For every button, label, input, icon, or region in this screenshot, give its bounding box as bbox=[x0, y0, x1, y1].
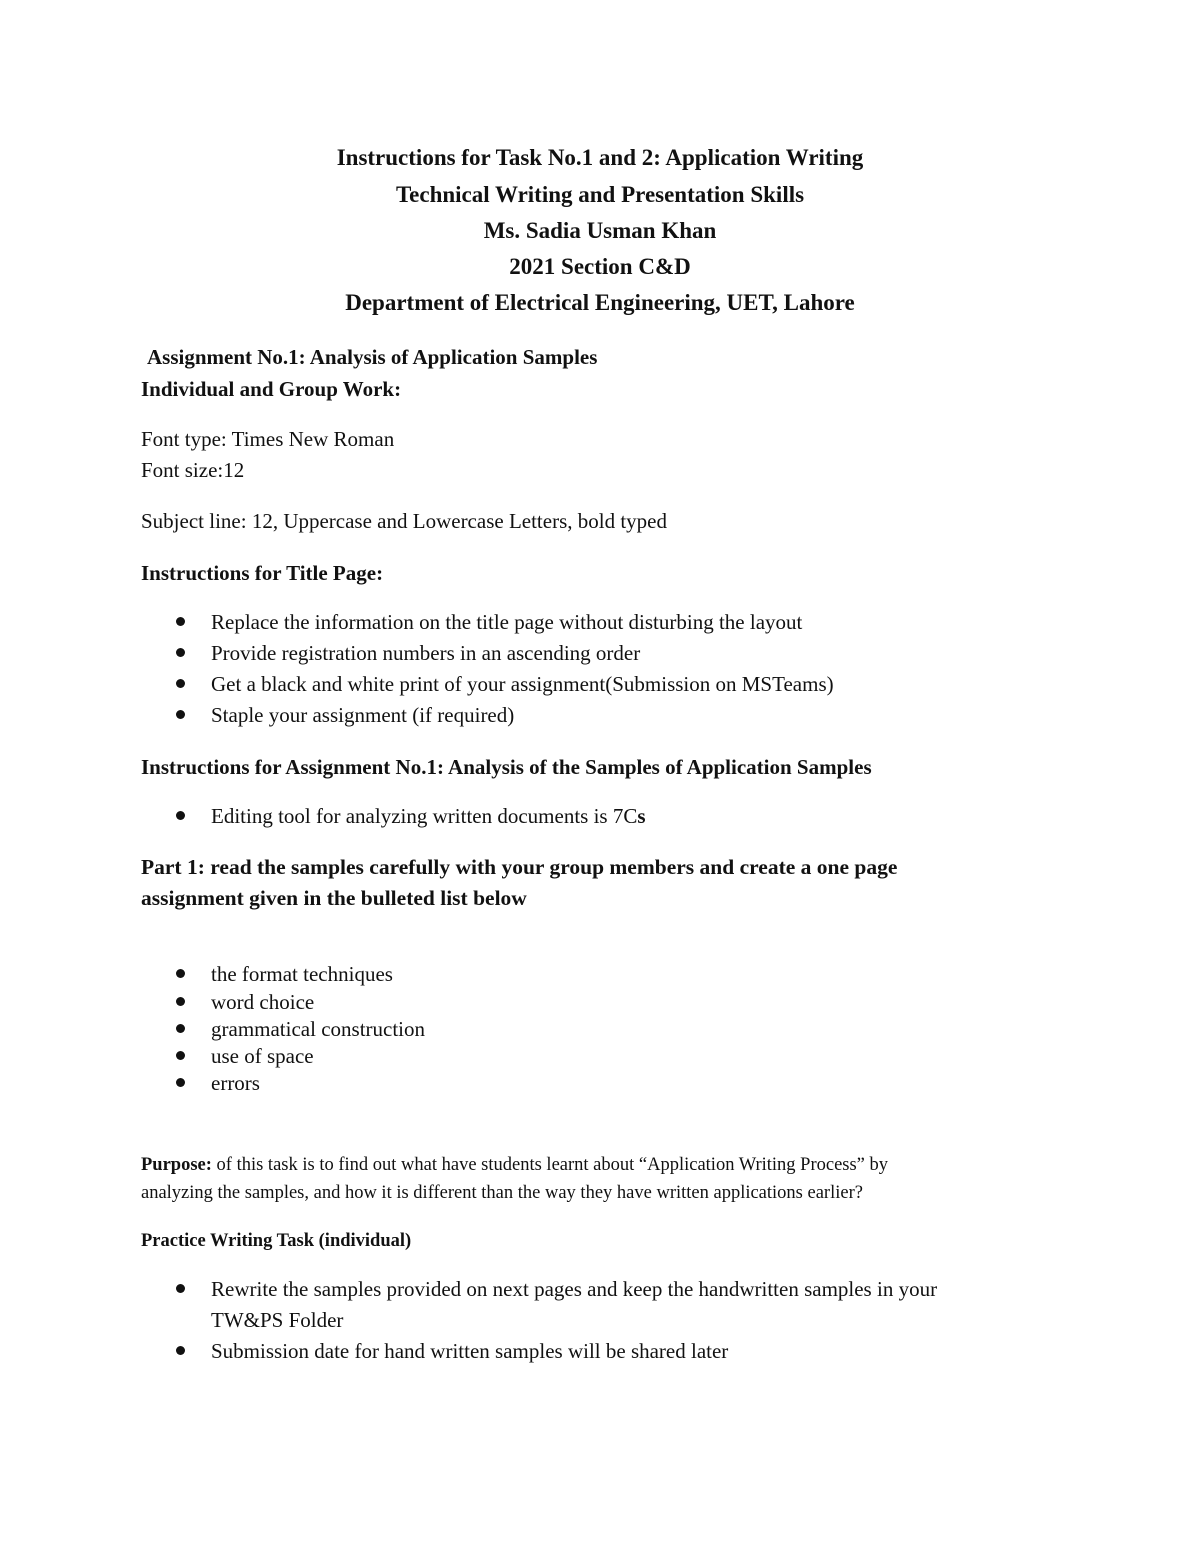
bullet-icon bbox=[176, 969, 185, 978]
bullet-icon bbox=[176, 1284, 185, 1293]
header-line-2: Technical Writing and Presentation Skills bbox=[395, 182, 805, 207]
list-item-continuation: TW&PS Folder bbox=[211, 1308, 344, 1332]
assignment-work-type: Individual and Group Work: bbox=[141, 377, 402, 401]
bullet-icon bbox=[176, 679, 185, 688]
header-line-4: 2021 Section C&D bbox=[509, 254, 691, 279]
editing-tool-suffix: s bbox=[637, 804, 646, 828]
font-type-line: Font type: Times New Roman bbox=[141, 427, 395, 451]
bullet-icon bbox=[176, 710, 185, 719]
purpose-label: Purpose: bbox=[141, 1155, 212, 1175]
purpose-line-2: analyzing the samples, and how it is different than the way they have written applications earlier? bbox=[141, 1183, 863, 1203]
purpose-text-1: of this task is to find out what have students learnt about “Application Writing Process” by bbox=[211, 1155, 889, 1175]
list-item: Replace the information on the title page without disturbing the layout bbox=[211, 610, 803, 634]
part1-line-2: assignment given in the bulleted list below bbox=[141, 886, 527, 910]
list-item: Rewrite the samples provided on next pages and keep the handwritten samples in your bbox=[211, 1277, 938, 1301]
bullet-icon bbox=[176, 617, 185, 626]
bullet-icon bbox=[176, 1078, 185, 1087]
bullet-icon bbox=[176, 1346, 185, 1355]
bullet-icon bbox=[176, 1051, 185, 1060]
list-item: Provide registration numbers in an ascending order bbox=[211, 641, 641, 665]
title-page-heading: Instructions for Title Page: bbox=[141, 561, 384, 585]
part1-line-1: Part 1: read the samples carefully with your group members and create a one page bbox=[141, 855, 898, 879]
header-line-3: Ms. Sadia Usman Khan bbox=[483, 218, 717, 243]
list-item: errors bbox=[211, 1071, 260, 1095]
bullet-icon bbox=[176, 811, 185, 820]
header-line-5: Department of Electrical Engineering, UET, Lahore bbox=[345, 290, 855, 315]
bullet-icon bbox=[176, 1024, 185, 1033]
assignment-instructions-heading: Instructions for Assignment No.1: Analysis of the Samples of Application Samples bbox=[141, 755, 872, 779]
bullet-icon bbox=[176, 997, 185, 1006]
list-item bbox=[211, 803, 646, 829]
header-line-1: Instructions for Task No.1 and 2: Application Writing bbox=[336, 145, 864, 170]
list-item: Submission date for hand written samples will be shared later bbox=[211, 1339, 729, 1363]
purpose-line-1 bbox=[141, 1152, 888, 1178]
list-item: Get a black and white print of your assignment(Submission on MSTeams) bbox=[211, 672, 834, 696]
list-item: Staple your assignment (if required) bbox=[211, 703, 515, 727]
bullet-icon bbox=[176, 648, 185, 657]
list-item: grammatical construction bbox=[211, 1017, 426, 1041]
list-item: the format techniques bbox=[211, 962, 393, 986]
font-size-line: Font size:12 bbox=[141, 458, 245, 482]
editing-tool-text: Editing tool for analyzing written documents is 7C bbox=[211, 804, 638, 828]
subject-line: Subject line: 12, Uppercase and Lowercase Letters, bold typed bbox=[141, 509, 667, 533]
list-item: use of space bbox=[211, 1044, 314, 1068]
list-item: word choice bbox=[211, 990, 315, 1014]
assignment-title: Assignment No.1: Analysis of Application Samples bbox=[147, 345, 598, 369]
practice-heading: Practice Writing Task (individual) bbox=[141, 1231, 412, 1251]
